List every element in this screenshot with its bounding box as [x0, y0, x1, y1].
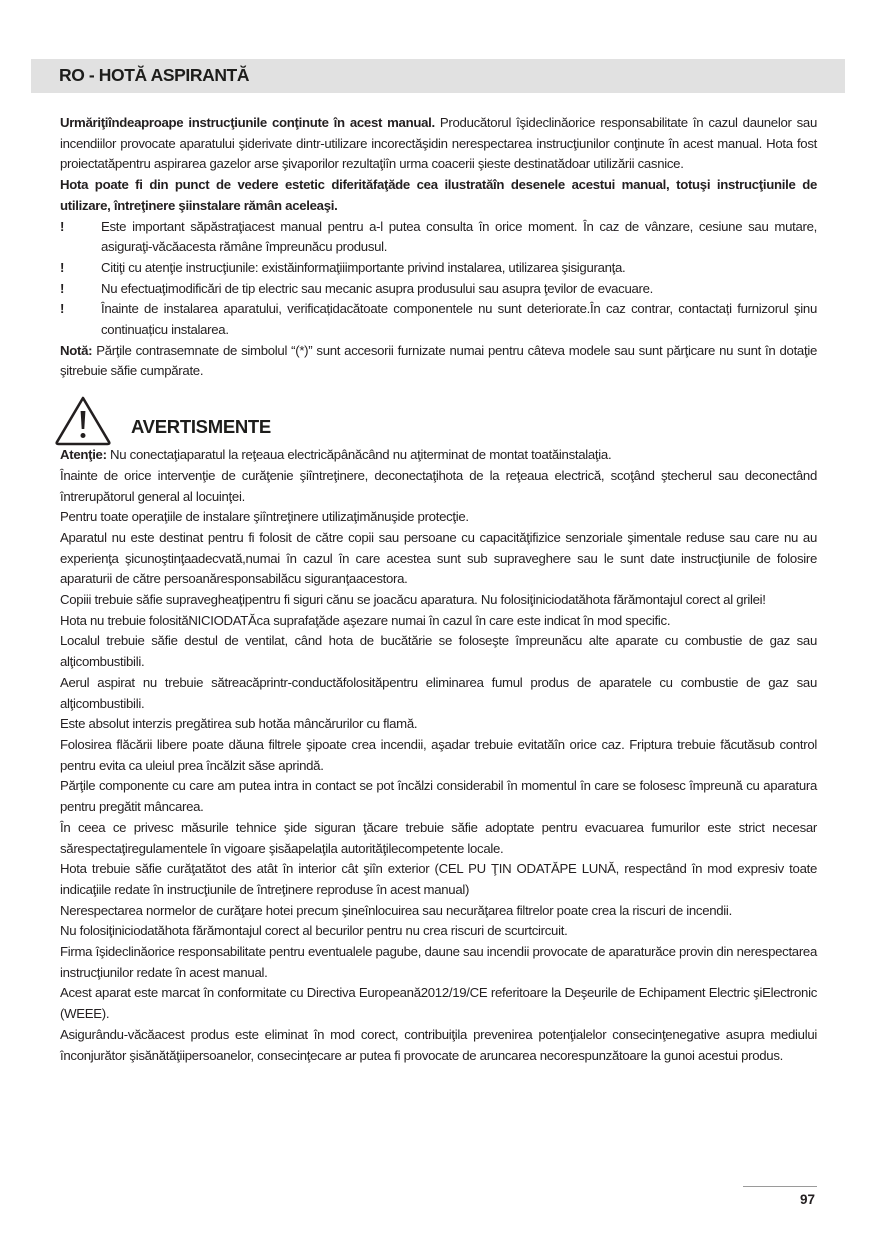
warning-paragraph: Nu folosiţiniciodatăhota fărămontajul corect al becurilor pentru nu crea riscuri de scurtcircuit.	[60, 923, 568, 939]
warning-paragraph: Aerul aspirat nu trebuie sătreacăprintr-conductăfolosităpentru eliminarea fumul produs de aparatele cu combustie de gaz sau alţicombustibili.	[60, 674, 817, 711]
exclamation-mark: !	[60, 218, 65, 234]
attention-label: Atenţie:	[60, 447, 107, 463]
warning-paragraph: Aparatul nu este destinat pentru fi folosit de către copii sau persoane cu capacităţifizice senzoriale şimentale reduse sau care nu au experienţa şicunoştinţaadecvată,numai în cazul în care acestea sunt sub supraveghere sau le sunt date instrucţiunile de folosire aparaturii de către persoanăresponsabilăcu siguranţaacestora.	[60, 529, 817, 587]
bullet-item	[60, 279, 817, 300]
warning-paragraph	[60, 445, 817, 466]
bullet-text: Citiţi cu atenţie instrucţiunile: existăinformaţiiimportante privind instalarea, utilizarea şisiguranţa.	[101, 259, 626, 275]
warning-paragraph: Este absolut interzis pregătirea sub hotăa mâncărurilor cu flamă.	[60, 716, 418, 732]
page-number: 97	[800, 1192, 816, 1207]
exclamation-mark: !	[60, 301, 65, 317]
bullet-text: Este important săpăstraţiacest manual pentru a-l putea consulta în orice moment. În caz de vânzare, cesiune sau mutare, asiguraţi-văcăacesta rămâne împreunăcu produsul.	[101, 218, 817, 255]
warning-paragraph: Hota trebuie săfie curăţatătot des atât în interior cât şiîn exterior (CEL PU ŢIN ODATĂPE LUNĂ, respectând în mod expresiv toate indicaţiile redate în instrucţiunile de întreţinere reproduse în acest manual)	[60, 861, 817, 897]
warning-paragraph: Hota nu trebuie folosităNICIODATĂca suprafaţăde aşezare numai în cazul în care este indicat în mod specific.	[60, 612, 671, 628]
section-title: RO - HOTĂ ASPIRANTĂ	[59, 65, 250, 85]
intro-lead-text: Producătorul îşideclinăorice responsabilitate în cazul daunelor sau incendiilor provocate aparatului şiderivate dintr-utilizare incorectăşidin nerespectarea instrucţiunilor conţinute în acest manual. Hota fost proiectatăpentru aspirarea gazelor arse şivaporilor rezultaţiîn urma coacerii şieste destinatădoar utilizării casnice.	[60, 115, 817, 172]
note-text: Părţile contrasemnate de simbolul “(*)” sunt accesorii furnizate numai pentru câteva modele sau sunt părţicare nu sunt în dotaţie şitrebuie săfie cumpărate.	[60, 342, 817, 379]
bullet-text: Nu efectuaţimodificări de tip electric sau mecanic asupra produsului sau asupra ţevilor de evacuare.	[101, 280, 654, 296]
note-paragraph	[60, 341, 817, 382]
warning-paragraph: Nerespectarea normelor de curăţare hotei precum şineînlocuirea sau necurăţarea filtrelor poate crea la riscuri de incendii.	[60, 902, 732, 918]
warning-paragraph: Copiii trebuie săfie supravegheaţipentru fi siguri cănu se joacăcu aparatura. Nu folosiţiniciodatăhota fărămontajul corect al grilei!	[60, 592, 766, 608]
bullet-item	[60, 258, 817, 279]
bullet-item	[60, 217, 817, 258]
bullet-item	[60, 299, 817, 340]
section-header-bar	[31, 59, 845, 93]
footer-divider	[743, 1186, 817, 1187]
warning-paragraph: Pentru toate operaţiile de instalare şiîntreţinere utilizaţimănuşide protecţie.	[60, 509, 469, 525]
attention-text: Nu conectaţiaparatul la reţeaua electricăpânăcând nu aţiterminat de montat toatăinstalaţia.	[106, 447, 612, 463]
design-note-paragraph: Hota poate fi din punct de vedere estetic diferităfaţăde cea ilustratăîn desenele acestui manual, totuşi instrucţiunile de utilizare, întreţinere şiinstalare rămân aceleaşi.	[60, 177, 817, 213]
warnings-title: AVERTISMENTE	[131, 416, 271, 438]
warning-paragraph: Părţile componente cu care am putea intra in contact se pot încălzi considerabil în momentul în care se folosesc împreună cu aparatura pentru pregătit mâncarea.	[60, 778, 817, 815]
intro-lead-bold: Urmăriţiîndeaproape instrucţiunile conţinute în acest manual.	[60, 115, 435, 130]
warning-paragraph: Înainte de orice intervenţie de curăţenie şiîntreţinere, deconectaţihota de la reţeaua electrică, scoţând ştecherul sau deconectând întrerupătorul general al locuinţei.	[60, 467, 817, 504]
exclamation-mark: !	[60, 280, 65, 296]
bullet-text: Înainte de instalarea aparatului, verificațidacătoate componentele nu sunt deteriorate.În caz contrar, contactați furnizorul şinu continuațicu instalarea.	[101, 301, 817, 338]
warning-triangle-icon	[53, 394, 113, 448]
warning-paragraph: Acest aparat este marcat în conformitate cu Directiva Europeană2012/19/CE referitoare la Deşeurile de Echipament Electric şiElectronic (WEEE).	[60, 985, 817, 1022]
note-label: Notă:	[60, 342, 93, 358]
warning-paragraph: În ceea ce privesc măsurile tehnice şide siguran ţăcare trebuie săfie adoptate pentru evacuarea fumurilor este strict necesar sărespectaţiregulamentele în vigoare şisăapelaţila autorităţilecompetente locale.	[60, 819, 817, 856]
warning-paragraph: Firma îşideclinăorice responsabilitate pentru eventualele pagube, daune sau incendii provocate de aparaturăce provin din nerespectarea instrucţiunilor redate în acest manual.	[60, 944, 817, 980]
exclamation-mark: !	[60, 259, 65, 275]
warnings-heading	[60, 401, 817, 445]
page-content	[60, 113, 817, 1066]
warning-paragraph: Localul trebuie săfie destul de ventilat, când hota de bucătărie se foloseşte împreunăcu alte aparate cu combustie de gaz sau alţicombustibili.	[60, 633, 817, 670]
warning-paragraph: Folosirea flăcării libere poate dăuna filtrele şipoate crea incendii, aşadar trebuie evitatăîn orice caz. Friptura trebuie făcutăsub control pentru evita ca uleiul prea încălzit săse aprindă.	[60, 736, 817, 773]
warning-paragraph: Asigurându-văcăacest produs este eliminat în mod corect, contribuiţila prevenirea potenţialelor consecinţenegative asupra mediului înconjurător şisănătăţiipersoanelor, consecinţecare ar putea fi provocate de aruncarea necorespunzătoare la gunoi acestui produs.	[60, 1026, 817, 1063]
intro-paragraph	[60, 113, 817, 175]
